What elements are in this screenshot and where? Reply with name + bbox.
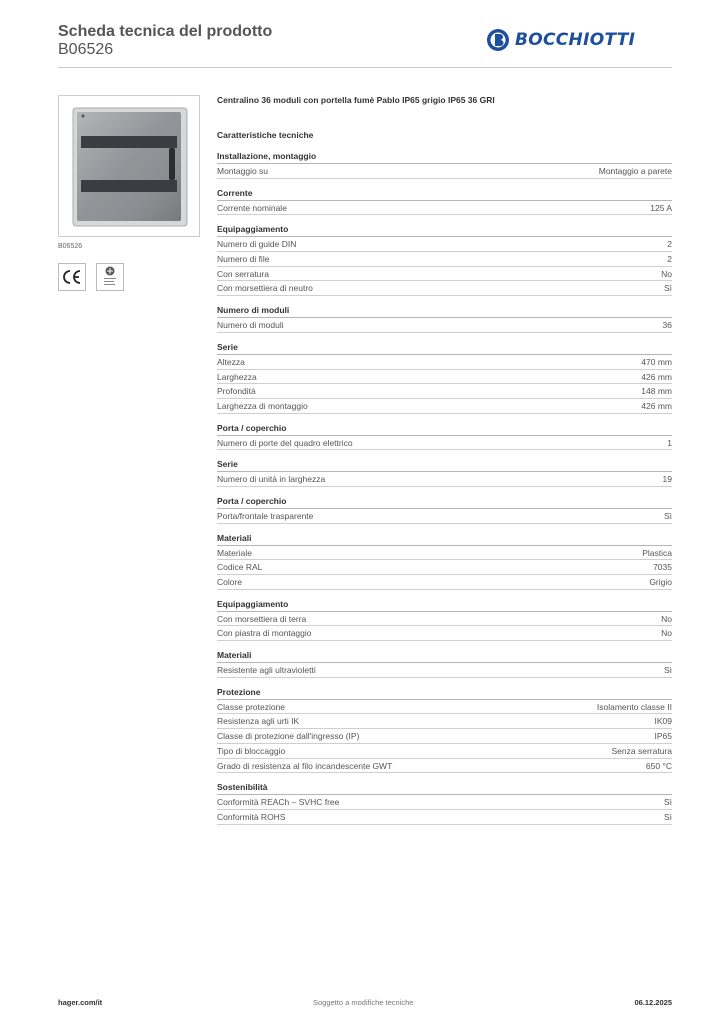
spec-section xyxy=(217,342,672,414)
spec-value: 7035 xyxy=(653,562,672,573)
section-title: Sostenibilità xyxy=(217,782,672,795)
spec-value: Plastica xyxy=(642,547,672,558)
spec-row xyxy=(217,164,672,179)
spec-value: IP65 xyxy=(654,731,672,742)
spec-value: IK09 xyxy=(654,716,672,727)
spec-label: Con morsettiera di neutro xyxy=(217,283,313,294)
section-title: Porta / coperchio xyxy=(217,423,672,436)
section-title: Serie xyxy=(217,459,672,472)
spec-section xyxy=(217,224,672,296)
header-divider xyxy=(58,67,672,68)
image-caption: B06526 xyxy=(58,243,83,250)
spec-label: Colore xyxy=(217,577,243,587)
spec-section xyxy=(217,650,672,678)
spec-value: Sì xyxy=(663,510,672,521)
section-title: Installazione, montaggio xyxy=(217,151,672,164)
spec-label: Classe di protezione dall'ingresso (IP) xyxy=(217,731,360,742)
spec-label: Conformità REACh – SVHC free xyxy=(217,797,340,808)
spec-value: Isolamento classe II xyxy=(596,701,672,712)
spec-row xyxy=(217,237,672,252)
spec-label: Corrente nominale xyxy=(217,202,287,213)
spec-label: Conformità ROHS xyxy=(217,811,286,822)
spec-section xyxy=(217,151,672,179)
spec-section xyxy=(217,459,672,487)
spec-value: No xyxy=(661,268,672,279)
spec-label: Tipo di bloccaggio xyxy=(217,745,286,756)
section-title: Equipaggiamento xyxy=(217,224,672,237)
footer-website: hager.com/it xyxy=(58,998,103,1007)
spec-value: 19 xyxy=(662,474,672,485)
spec-row xyxy=(217,355,672,370)
spec-row xyxy=(217,399,672,414)
spec-row xyxy=(217,472,672,487)
product-image xyxy=(58,95,200,237)
spec-row xyxy=(217,267,672,282)
product-code: B06526 xyxy=(58,41,114,58)
spec-value: 470 mm xyxy=(641,356,672,367)
brand-name: BOCCHIOTTI xyxy=(515,30,636,50)
spec-label: Numero di moduli xyxy=(217,320,284,331)
spec-row xyxy=(217,626,672,641)
spec-row xyxy=(217,759,672,774)
spec-value: 2 xyxy=(667,254,672,265)
spec-label: Numero di porte del quadro elettrico xyxy=(217,437,353,448)
spec-row xyxy=(217,281,672,296)
spec-label: Numero di guide DIN xyxy=(217,239,297,250)
spec-row xyxy=(217,560,672,575)
spec-row xyxy=(217,252,672,267)
spec-value: 36 xyxy=(662,320,672,331)
spec-section xyxy=(217,687,672,773)
spec-section xyxy=(217,423,672,451)
section-title: Equipaggiamento xyxy=(217,599,672,612)
spec-row xyxy=(217,509,672,524)
spec-section xyxy=(217,188,672,216)
spec-section xyxy=(217,305,672,333)
spec-label: Porta/frontale trasparente xyxy=(217,510,314,521)
spec-row xyxy=(217,714,672,729)
spec-value: No xyxy=(661,613,672,624)
spec-value: 2 xyxy=(667,239,672,250)
spec-value: 148 mm xyxy=(641,386,672,397)
spec-value: 426 mm xyxy=(641,400,672,411)
spec-value: Montaggio a parete xyxy=(598,166,672,176)
spec-label: Resistente agli ultravioletti xyxy=(217,665,316,676)
spec-label: Numero di unità in larghezza xyxy=(217,474,326,485)
page-title: Scheda tecnica del prodotto xyxy=(58,23,273,40)
spec-label: Codice RAL xyxy=(217,562,263,573)
spec-value: Sì xyxy=(663,665,672,676)
technical-sheet xyxy=(217,95,672,834)
spec-value: 650 °C xyxy=(645,760,672,771)
spec-row xyxy=(217,370,672,385)
spec-value: Sì xyxy=(663,811,672,822)
spec-value: Grigio xyxy=(649,577,672,587)
footer-notice: Soggetto a modifiche tecniche xyxy=(313,998,414,1007)
spec-label: Con serratura xyxy=(217,268,269,279)
spec-label: Resistenza agli urti IK xyxy=(217,716,300,727)
product-description: Centralino 36 moduli con portella fumè Pablo IP65 grigio IP65 36 GRI xyxy=(217,95,495,105)
spec-value: 1 xyxy=(667,437,672,448)
footer-date: 06.12.2025 xyxy=(634,998,672,1007)
section-title: Serie xyxy=(217,342,672,355)
section-title: Materiali xyxy=(217,533,672,546)
section-title: Numero di moduli xyxy=(217,305,672,318)
spec-row xyxy=(217,575,672,590)
spec-section xyxy=(217,782,672,824)
spec-value: No xyxy=(661,628,672,639)
spec-label: Classe protezione xyxy=(217,701,286,712)
spec-label: Grado di resistenza al filo incandescente GWT xyxy=(217,760,393,771)
brand-logo xyxy=(486,28,635,52)
spec-row xyxy=(217,436,672,451)
spec-section xyxy=(217,533,672,590)
spec-row xyxy=(217,729,672,744)
spec-row xyxy=(217,612,672,627)
spec-row xyxy=(217,546,672,561)
spec-value: 426 mm xyxy=(641,371,672,382)
spec-row xyxy=(217,201,672,216)
section-title: Materiali xyxy=(217,650,672,663)
spec-section xyxy=(217,599,672,641)
section-title: Porta / coperchio xyxy=(217,496,672,509)
spec-value: 125 A xyxy=(650,202,672,213)
section-title: Protezione xyxy=(217,687,672,700)
spec-label: Materiale xyxy=(217,547,252,558)
spec-label: Altezza xyxy=(217,356,245,367)
spec-label: Profondità xyxy=(217,386,256,397)
spec-row xyxy=(217,663,672,678)
spec-value: Sì xyxy=(663,283,672,294)
spec-value: Senza serratura xyxy=(611,745,672,756)
spec-sections xyxy=(217,151,672,825)
spec-label: Numero di file xyxy=(217,254,270,265)
quality-mark-icon xyxy=(96,263,124,291)
spec-label: Con piastra di montaggio xyxy=(217,628,312,639)
spec-label: Con morsettiera di terra xyxy=(217,613,307,624)
ce-mark-icon xyxy=(58,263,86,291)
section-title: Corrente xyxy=(217,188,672,201)
spec-row xyxy=(217,318,672,333)
bocchiotti-logo-icon xyxy=(486,28,510,52)
spec-label: Larghezza xyxy=(217,371,257,382)
enclosure-icon xyxy=(59,96,199,236)
spec-row xyxy=(217,744,672,759)
spec-row xyxy=(217,795,672,810)
spec-row xyxy=(217,384,672,399)
spec-label: Larghezza di montaggio xyxy=(217,400,308,411)
technical-heading: Caratteristiche tecniche xyxy=(217,130,314,140)
spec-value: Sì xyxy=(663,797,672,808)
spec-section xyxy=(217,496,672,524)
spec-row xyxy=(217,700,672,715)
spec-label: Montaggio su xyxy=(217,166,269,176)
spec-row xyxy=(217,810,672,825)
